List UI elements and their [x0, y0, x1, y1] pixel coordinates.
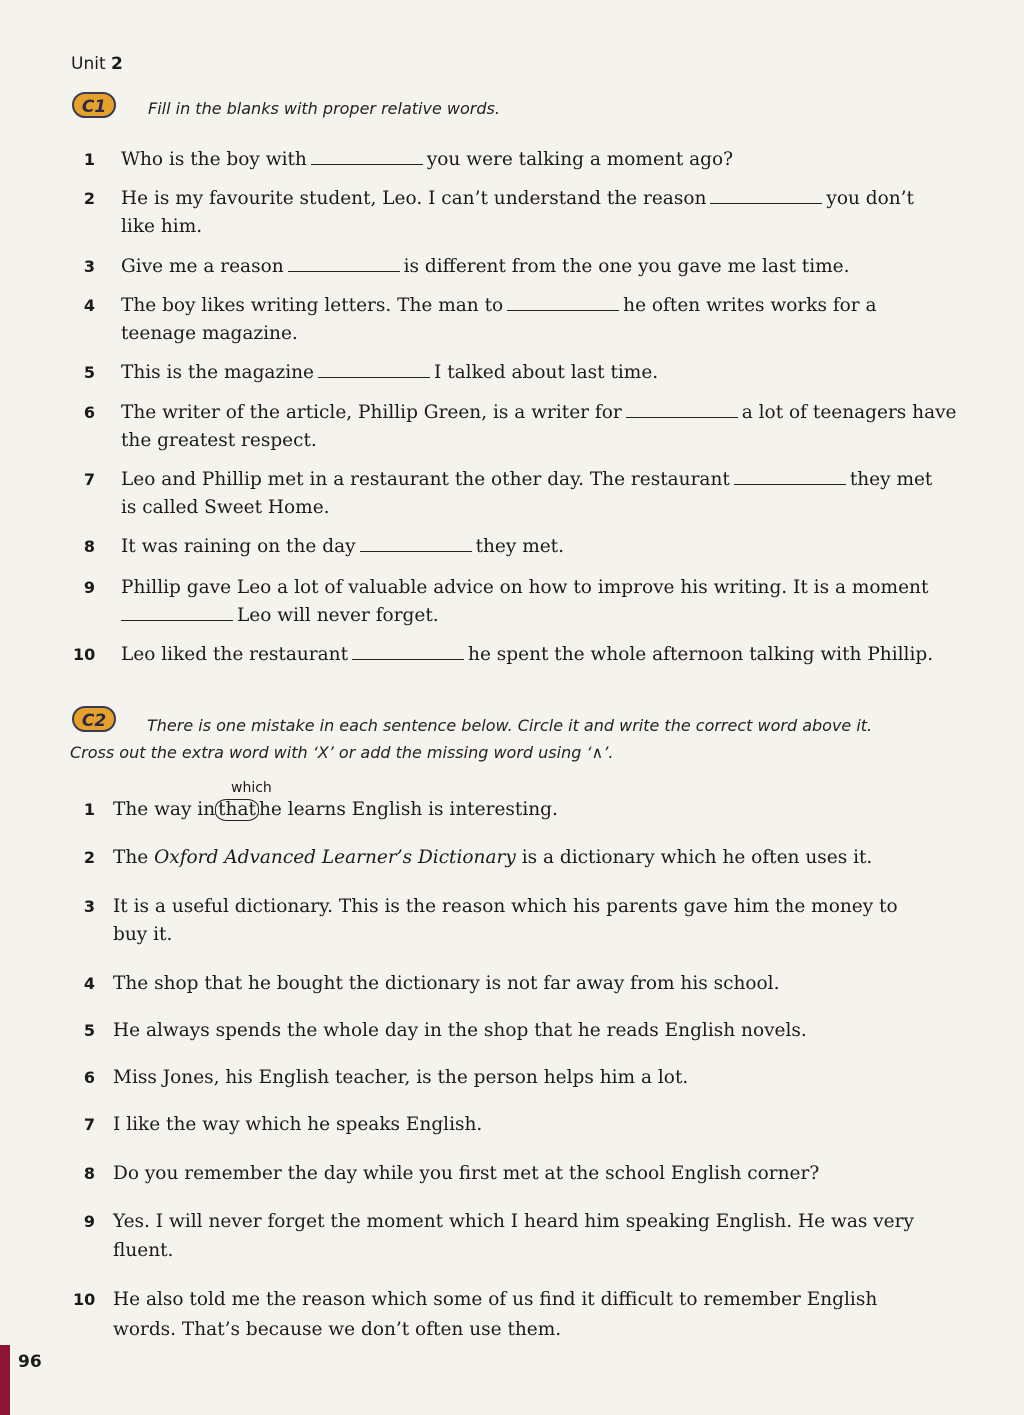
c2-item-4: The shop that he bought the dictionary is not far away from his school.	[113, 973, 780, 994]
c2-item-8: Do you remember the day while you first met at the school English corner?	[113, 1163, 820, 1184]
c1-item-num: 9	[83, 578, 95, 597]
c2-item-num: 3	[83, 897, 95, 916]
c2-item-num: 10	[73, 1290, 96, 1309]
c1-item-4: The boy likes writing letters. The man to he often writes works for a	[121, 295, 877, 316]
c2-item-num: 8	[83, 1164, 95, 1183]
c1-item-num: 3	[83, 257, 95, 276]
c1-item-8: It was raining on the day they met.	[121, 536, 564, 557]
c1-item-7: Leo and Phillip met in a restaurant the other day. The restaurant they met	[121, 469, 933, 490]
answer-blank[interactable]	[507, 294, 619, 311]
c2-item-5: He always spends the whole day in the shop that he reads English novels.	[113, 1020, 807, 1041]
answer-blank[interactable]	[311, 148, 423, 165]
c2-item-num: 2	[83, 848, 95, 867]
c1-item-num: 7	[83, 470, 95, 489]
c1-item-10: Leo liked the restaurant he spent the whole afternoon talking with Phillip.	[121, 644, 934, 665]
answer-blank[interactable]	[318, 361, 430, 378]
c1-item-9: Phillip gave Leo a lot of valuable advice on how to improve his writing. It is a moment	[121, 577, 929, 598]
c2-item-3-cont: buy it.	[113, 924, 173, 945]
c1-item-2: He is my favourite student, Leo. I can’t understand the reason you don’t	[121, 188, 914, 209]
page-number: 96	[18, 1352, 42, 1372]
c1-item-num: 6	[83, 403, 95, 422]
c1-item-2-cont: like him.	[121, 216, 203, 237]
c1-item-1: Who is the boy with you were talking a moment ago?	[121, 149, 734, 170]
answer-blank[interactable]	[352, 643, 464, 660]
section-c2-instruction-2: Cross out the extra word with ‘X’ or add the missing word using ‘∧’.	[70, 743, 614, 762]
c1-item-5: This is the magazine I talked about last time.	[121, 362, 659, 383]
section-c2-instruction: There is one mistake in each sentence below. Circle it and write the correct word above it.	[147, 716, 873, 735]
c1-item-4-cont: teenage magazine.	[121, 323, 298, 344]
answer-blank[interactable]	[710, 187, 822, 204]
c1-item-num: 8	[83, 537, 95, 556]
c1-item-9-cont: Leo will never forget.	[121, 602, 439, 630]
c2-item-6: Miss Jones, his English teacher, is the person helps him a lot.	[113, 1067, 689, 1088]
c1-item-num: 10	[73, 645, 96, 664]
answer-blank[interactable]	[626, 401, 738, 418]
c2-item-num: 6	[83, 1068, 95, 1087]
page-margin-bar	[0, 1345, 10, 1415]
c2-item-2: The Oxford Advanced Learner’s Dictionary is a dictionary which he often uses it.	[113, 847, 873, 868]
answer-blank[interactable]	[121, 604, 233, 621]
c1-item-3: Give me a reason is different from the one you gave me last time.	[121, 256, 850, 277]
unit-label: Unit 2	[71, 54, 123, 74]
section-c1-instruction: Fill in the blanks with proper relative words.	[148, 99, 500, 118]
c2-item-num: 1	[83, 800, 95, 819]
c1-item-7-cont: is called Sweet Home.	[121, 497, 330, 518]
c2-item-num: 7	[83, 1115, 95, 1134]
c2-item-num: 9	[83, 1212, 95, 1231]
c2-item-num: 4	[83, 974, 95, 993]
c1-item-num: 4	[83, 296, 95, 315]
answer-blank[interactable]	[288, 255, 400, 272]
section-c1-badge: C1	[72, 92, 116, 118]
section-c2-badge: C2	[72, 706, 116, 732]
c1-item-6: The writer of the article, Phillip Green, is a writer for a lot of teenagers have	[121, 402, 957, 423]
example-correction: which	[231, 780, 272, 796]
c2-item-9: Yes. I will never forget the moment which I heard him speaking English. He was very	[113, 1211, 914, 1232]
c1-item-num: 1	[83, 150, 95, 169]
answer-blank[interactable]	[360, 535, 472, 552]
c2-item-3: It is a useful dictionary. This is the reason which his parents gave him the money to	[113, 896, 898, 917]
c2-item-7: I like the way which he speaks English.	[113, 1114, 483, 1135]
c1-item-num: 2	[83, 189, 95, 208]
c2-item-num: 5	[83, 1021, 95, 1040]
c2-item-9-cont: fluent.	[113, 1240, 174, 1261]
circled-mistake: that	[215, 799, 259, 821]
c2-item-10-cont: words. That’s because we don’t often use them.	[113, 1319, 562, 1340]
c1-item-6-cont: the greatest respect.	[121, 430, 317, 451]
c2-item-1: The way in that he learns English is interesting.	[113, 799, 558, 820]
c1-item-num: 5	[83, 363, 95, 382]
answer-blank[interactable]	[734, 468, 846, 485]
c2-item-10: He also told me the reason which some of us find it difficult to remember English	[113, 1289, 878, 1310]
